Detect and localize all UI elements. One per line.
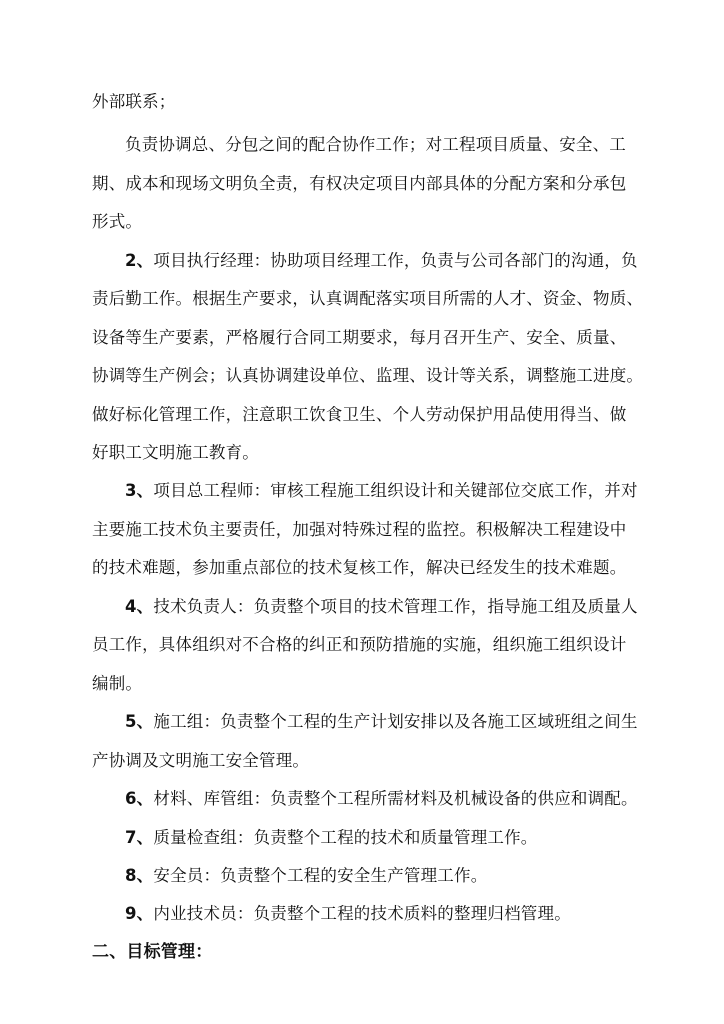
item-text: 内业技术员：负责整个工程的技术质料的整理归档管理。 — [153, 904, 571, 923]
section-heading: 二、目标管理： — [92, 942, 213, 962]
text-line: 员工作，具体组织对不合格的纠正和预防措施的实施，组织施工组织设计 — [92, 635, 627, 654]
text-line: 好职工文明施工教育。 — [92, 443, 259, 462]
numbered-line — [125, 787, 685, 811]
text-line: 协调等生产例会；认真协调建设单位、监理、设计等关系，调整施工进度。 — [92, 366, 644, 385]
text-line: 负责协调总、分包之间的配合协作工作；对工程项目质量、安全、工 — [125, 135, 626, 154]
item-text: 材料、库管组：负责整个工程所需材料及机械设备的供应和调配。 — [153, 789, 638, 808]
item-number: 4、 — [125, 597, 154, 616]
item-number: 6、 — [125, 789, 154, 808]
text-line: 期、成本和现场文明负全责，有权决定项目内部具体的分配方案和分承包 — [92, 174, 627, 193]
item-text: 质量检查组：负责整个工程的技术和质量管理工作。 — [153, 828, 538, 847]
item-text: 安全员：负责整个工程的安全生产管理工作。 — [153, 866, 488, 885]
text-line: 的技术难题，参加重点部位的技术复核工作，解决已经发生的技术难题。 — [92, 558, 627, 577]
item-number: 7、 — [125, 828, 154, 847]
text-line: 责后勤工作。根据生产要求，认真调配落实项目所需的人才、资金、物质、 — [92, 289, 644, 308]
numbered-line — [125, 826, 685, 850]
item-text: 项目总工程师：审核工程施工组织设计和关键部位交底工作，并对 — [153, 481, 638, 500]
text-line: 外部联系； — [92, 92, 176, 111]
numbered-line — [125, 902, 685, 926]
numbered-line — [125, 864, 685, 888]
text-line: 主要施工技术负主要责任，加强对特殊过程的监控。积极解决工程建设中 — [92, 520, 627, 539]
text-line: 产协调及文明施工安全管理。 — [92, 751, 310, 770]
item-number: 5、 — [125, 712, 154, 731]
item-number: 2、 — [125, 251, 154, 270]
text-line: 编制。 — [92, 674, 143, 693]
text-line: 形式。 — [92, 212, 143, 231]
item-text: 施工组：负责整个工程的生产计划安排以及各施工区域班组之间生 — [153, 712, 638, 731]
text-line: 做好标化管理工作，注意职工饮食卫生、个人劳动保护用品使用得当、做 — [92, 405, 627, 424]
item-number: 9、 — [125, 904, 154, 923]
item-number: 8、 — [125, 866, 154, 885]
numbered-line — [125, 479, 685, 503]
numbered-line — [125, 595, 685, 619]
numbered-line — [125, 249, 685, 273]
numbered-line — [125, 710, 685, 734]
text-line: 设备等生产要素，严格履行合同工期要求，每月召开生产、安全、质量、 — [92, 328, 627, 347]
item-text: 项目执行经理：协助项目经理工作，负责与公司各部门的沟通，负 — [153, 251, 638, 270]
item-number: 3、 — [125, 481, 154, 500]
item-text: 技术负责人：负责整个项目的技术管理工作，指导施工组及质量人 — [153, 597, 638, 616]
